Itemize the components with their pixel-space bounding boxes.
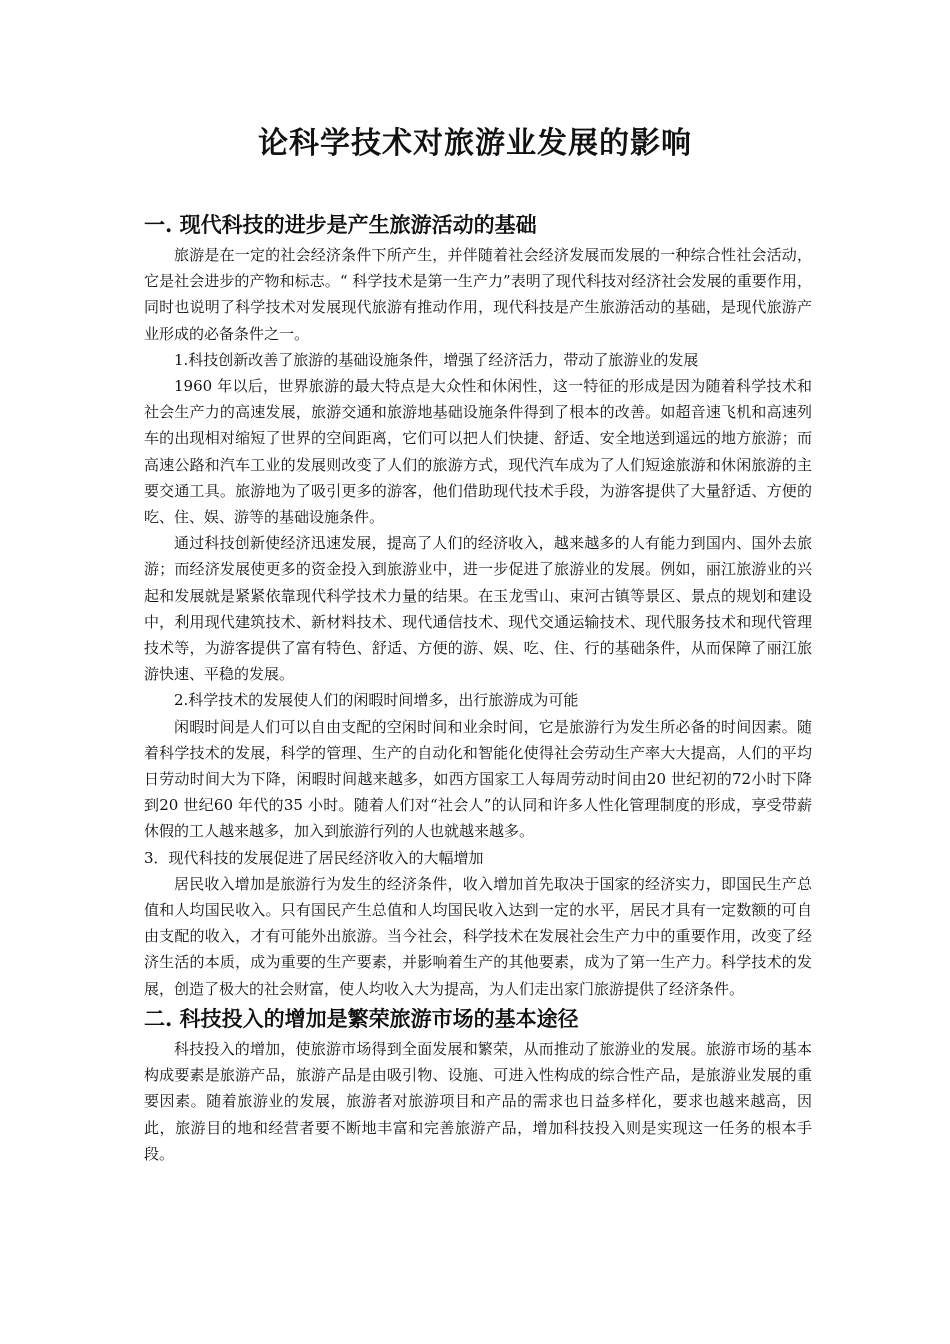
section1-intro-paragraph: 旅游是在一定的社会经济条件下所产生，并伴随着社会经济发展而发展的一种综合性社会活动，它是社会进步的产物和标志。“ 科学技术是第一生产力”表明了现代科技对经济社会发展的重要作用，同时也说明了科学技术对发展现代旅游有推动作用，现代科技是产生旅游活动的基础，是现代旅游产业形成的必备条件之一。 <box>144 246 812 343</box>
sub1-paragraph-2: 通过科技创新使经济迅速发展，提高了人们的经济收入，越来越多的人有能力到国内、国外去旅游；而经济发展使更多的资金投入到旅游业中，进一步促进了旅游业的发展。例如，丽江旅游业的兴起和发展就是紧紧依靠现代科学技术力量的结果。在玉龙雪山、束河古镇等景区、景点的规划和建设中，利用现代建筑技术、新材料技术、现代通信技术、现代交通运输技术、现代服务技术和现代管理技术等，为游客提供了富有特色、舒适、方便的游、娱、吃、住、行的基础条件，从而保障了丽江旅游快速、平稳的发展。 <box>144 534 812 684</box>
section-heading-2: 二. 科技投入的增加是繁荣旅游市场的基本途径 <box>144 1005 579 1031</box>
sub1-paragraph-1: 1960 年以后，世界旅游的最大特点是大众性和休闲性，这一特征的形成是因为随着科学技术和社会生产力的高速发展，旅游交通和旅游地基础设施条件得到了根本的改善。如超音速飞机和高速列车的出现相对缩短了世界的空间距离，它们可以把人们快捷、舒适、安全地送到遥远的地方旅游；而高速公路和汽车工业的发展则改变了人们的旅游方式，现代汽车成为了人们短途旅游和休闲旅游的主要交通工具。旅游地为了吸引更多的游客，他们借助现代技术手段，为游客提供了大量舒适、方便的吃、住、娱、游等的基础设施条件。 <box>144 377 812 527</box>
sub3-paragraph-1: 居民收入增加是旅游行为发生的经济条件，收入增加首先取决于国家的经济实力，即国民生产总值和人均国民收入。只有国民产生总值和人均国民收入达到一定的水平，居民才具有一定数额的可自由支配的收入，才有可能外出旅游。当今社会，科学技术在发展社会生产力中的重要作用，改变了经济生活的本质，成为重要的生产要素，并影响着生产的其他要素，成为了第一生产力。科学技术的发展，创造了极大的社会财富，使人均收入大为提高，为人们走出家门旅游提供了经济条件。 <box>144 874 812 998</box>
sub2-paragraph-1: 闲暇时间是人们可以自由支配的空闲时间和业余时间，它是旅游行为发生所必备的时间因素。随着科学技术的发展，科学的管理、生产的自动化和智能化使得社会劳动生产率大大提高，人们的平均日劳动时间大为下降，闲暇时间越来越多，如西方国家工人每周劳动时间由20 世纪初的72小时下降到20 世纪60 年代的35 小时。随着人们对“社会人”的认同和许多人性化管理制度的形成，享受带薪休假的工人越来越多，加入到旅游行列的人也就越来越多。 <box>144 717 812 841</box>
document-title: 论科学技术对旅游业发展的影响 <box>258 126 692 161</box>
subheading-1: 1.科技创新改善了旅游的基础设施条件，增强了经济活力，带动了旅游业的发展 <box>174 350 699 369</box>
section-heading-1: 一. 现代科技的进步是产生旅游活动的基础 <box>144 212 537 237</box>
document-body <box>144 205 812 1167</box>
subheading-2: 2.科学技术的发展使人们的闲暇时间增多，出行旅游成为可能 <box>174 691 579 710</box>
subheading-3: 3．现代科技的发展促进了居民经济收入的大幅增加 <box>144 848 484 867</box>
section2-paragraph-1: 科技投入的增加，使旅游市场得到全面发展和繁荣，从而推动了旅游业的发展。旅游市场的基本构成要素是旅游产品，旅游产品是由吸引物、设施、可进入性构成的综合性产品，是旅游业发展的重要因素。随着旅游业的发展，旅游者对旅游项目和产品的需求也日益多样化，要求也越来越高，因此，旅游目的地和经营者要不断地丰富和完善旅游产品，增加科技投入则是实现这一任务的根本手段。 <box>144 1039 812 1163</box>
